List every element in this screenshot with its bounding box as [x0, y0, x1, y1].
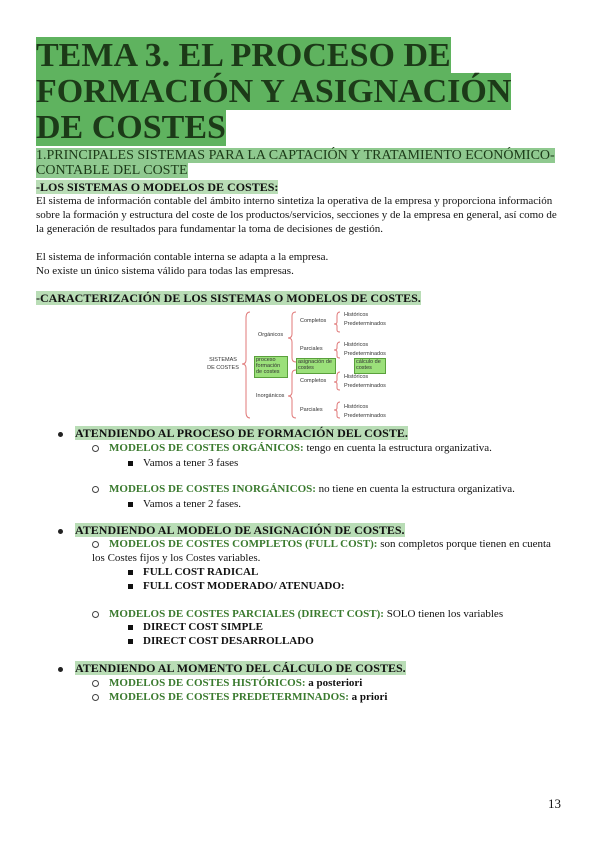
bullet-inorganicos-sub: Vamos a tener 2 fases. — [128, 497, 241, 511]
bullet-dot-icon — [58, 432, 63, 437]
bullet-ring-icon — [92, 486, 99, 493]
diagram-root: SISTEMAS DE COSTES — [207, 357, 239, 371]
bullet-full-cost-radical: FULL COST RADICAL — [128, 565, 258, 579]
bullet-direct-cost-desarrollado: DIRECT COST DESARROLLADO — [128, 634, 314, 648]
diagram-predeterminados-3: Predeterminados — [344, 383, 386, 389]
diagram-historicos-3: Históricos — [344, 374, 369, 380]
diagram-box-formacion: proceso formación de costes — [256, 357, 281, 375]
bullet-organicos: MODELOS DE COSTES ORGÁNICOS: tengo en cuenta la estructura organizativa. — [92, 441, 562, 455]
page-number: 13 — [548, 796, 561, 811]
bullet-inorganicos: MODELOS DE COSTES INORGÁNICOS: no tiene en cuenta la estructura organizativa. — [92, 482, 562, 496]
bullet-square-icon — [128, 502, 133, 507]
bullet-momento: ATENDIENDO AL MOMENTO DEL CÁLCULO DE COSTES. — [58, 661, 406, 675]
diagram-predeterminados-1: Predeterminados — [344, 321, 386, 327]
diagram-completos-2: Completos — [300, 378, 327, 384]
paragraph-no-unico: No existe un único sistema válido para todas las empresas. — [36, 265, 294, 277]
diagram-organicos: Orgánicos — [258, 332, 284, 338]
bullet-asignacion: ATENDIENDO AL MODELO DE ASIGNACIÓN DE COSTES. — [58, 523, 405, 537]
bullet-ring-icon — [92, 541, 99, 548]
cost-systems-diagram — [200, 308, 415, 420]
bullet-organicos-sub: Vamos a tener 3 fases — [128, 456, 238, 470]
bullet-parciales: MODELOS DE COSTES PARCIALES (DIRECT COST): SOLO tienen los variables — [92, 607, 562, 621]
diagram-box-calculo: cálculo de costes — [356, 359, 381, 371]
bullet-ring-icon — [92, 445, 99, 452]
paragraph-sistema-info: El sistema de información contable del ámbito interno sintetiza la operativa de la empresa y proporciona información sobre la formación y estructura del coste de los productos/servicios, secciones y de la empresa en general, así como de la generación de resultados para fundamentar la toma de decisiones de gestión. — [36, 195, 557, 235]
paragraph-adapta: El sistema de información contable interna se adapta a la empresa. — [36, 251, 329, 263]
page-title: TEMA 3. EL PROCESO DE FORMACIÓN Y ASIGNACIÓN DE COSTES — [36, 37, 512, 146]
bullet-predeterminados: MODELOS DE COSTES PREDETERMINADOS: a priori — [92, 690, 562, 704]
bullet-completos: MODELOS DE COSTES COMPLETOS (FULL COST): son completos porque tienen en cuenta los Costes fijos y los Costes variables. — [92, 538, 551, 564]
diagram-parciales-2: Parciales — [300, 407, 323, 413]
diagram-historicos-2: Históricos — [344, 342, 369, 348]
bullet-ring-icon — [92, 611, 99, 618]
bullet-direct-cost-simple: DIRECT COST SIMPLE — [128, 620, 263, 634]
diagram-predeterminados-4: Predeterminados — [344, 413, 386, 419]
bullet-square-icon — [128, 570, 133, 575]
bullet-square-icon — [128, 461, 133, 466]
bullet-ring-icon — [92, 680, 99, 687]
diagram-box-asignacion: asignación de costes — [298, 359, 332, 371]
bullet-ring-icon — [92, 694, 99, 701]
diagram-inorganicos: Inorgánicos — [256, 393, 285, 399]
bullet-full-cost-moderado: FULL COST MODERADO/ ATENUADO: — [128, 579, 345, 593]
bullet-formacion: ATENDIENDO AL PROCESO DE FORMACIÓN DEL COSTE. — [58, 426, 408, 440]
bullet-square-icon — [128, 584, 133, 589]
diagram-completos-1: Completos — [300, 318, 327, 324]
bullet-square-icon — [128, 639, 133, 644]
subheading-sistemas: -LOS SISTEMAS O MODELOS DE COSTES: — [36, 180, 279, 194]
bullet-dot-icon — [58, 667, 63, 672]
diagram-parciales-1: Parciales — [300, 346, 323, 352]
bullet-historicos: MODELOS DE COSTES HISTÓRICOS: a posteriori — [92, 676, 562, 690]
section-heading: 1.PRINCIPALES SISTEMAS PARA LA CAPTACIÓN Y TRATAMIENTO ECONÓMICO-CONTABLE DEL COSTE — [36, 148, 555, 178]
diagram-predeterminados-2: Predeterminados — [344, 351, 386, 357]
diagram-historicos-1: Históricos — [344, 312, 369, 318]
bullet-dot-icon — [58, 529, 63, 534]
diagram-historicos-4: Históricos — [344, 404, 369, 410]
bullet-square-icon — [128, 625, 133, 630]
subheading-caracterizacion: -CARACTERIZACIÓN DE LOS SISTEMAS O MODELOS DE COSTES. — [36, 291, 421, 305]
